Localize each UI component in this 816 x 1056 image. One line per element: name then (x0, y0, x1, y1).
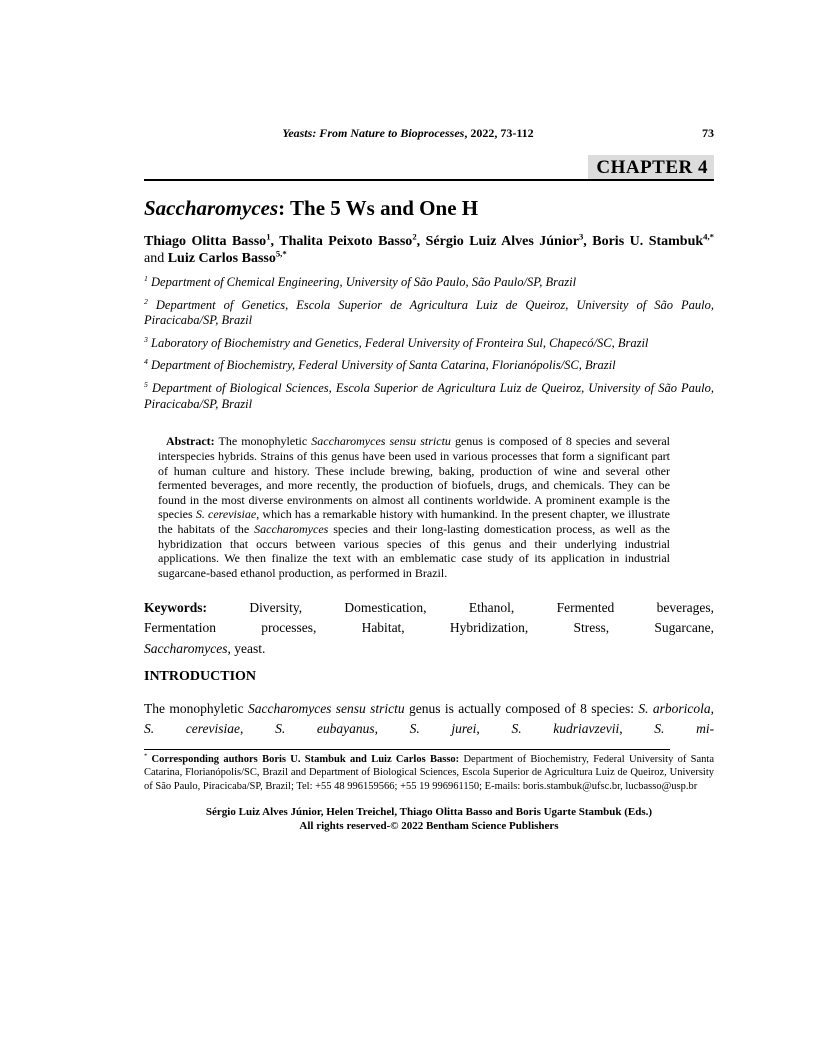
chapter-badge: CHAPTER 4 (588, 155, 714, 179)
abstract-species-2: S. cerevisiae (195, 507, 257, 522)
affiliation-3-sup: 3 (144, 334, 148, 344)
abstract-label: Abstract: (166, 434, 215, 449)
book-citation (282, 126, 533, 140)
keywords-line-2-text: Fermentation processes, Habitat, Hybridization, Stress, Sugarcane, (144, 620, 714, 636)
abstract-species-3: Saccharomyces (254, 522, 329, 537)
intro-species-1: S. arboricola (638, 701, 711, 717)
footnote-separator-rule (144, 749, 670, 750)
copyright-line: All rights reserved-© 2022 Bentham Science Publishers (299, 820, 559, 833)
affiliation-2 (144, 298, 714, 329)
publisher-footer (144, 806, 714, 834)
page-content (144, 0, 714, 834)
abstract-text-3: , which has a remarkable history with humankind. In the present chapter, we illustrate the habitats of the (158, 507, 670, 537)
affiliation-1 (144, 275, 714, 291)
affiliation-4-sup: 4 (144, 357, 148, 367)
intro-species-3: S. eubayanus (275, 721, 375, 737)
abstract-text-2: genus is composed of 8 species and several interspecies hybrids. Strains of this genus have been used in various processes that form a significant part of human culture and history. These include brewing, baking, production of wine and several other fermented beverages, and more recently, the production of biofuels, drugs, and chemicals. They can be found in the most diverse environments on almost all continents worldwide. A prominent example is the species (158, 434, 671, 522)
intro-comma-3: , (374, 721, 410, 737)
book-citation-rest: , 2022, 73-112 (464, 126, 534, 140)
author-3: , Sérgio Luiz Alves Júnior (416, 234, 579, 250)
abstract-species-1: Saccharomyces sensu strictu (311, 434, 451, 449)
affiliation-4-text: Department of Biochemistry, Federal University of Santa Catarina, Florianópolis/SC, Brazil (147, 358, 616, 373)
intro-species-5: S. kudriavzevii (511, 721, 620, 737)
author-2: , Thalita Peixoto Basso (270, 234, 413, 250)
keywords (144, 598, 714, 661)
keywords-line-1 (144, 598, 714, 619)
footnote-bold-text: Corresponding authors Boris U. Stambuk and Luiz Carlos Basso: (147, 754, 460, 766)
affiliations (144, 275, 714, 412)
intro-species-2: S. cerevisiae (144, 721, 241, 737)
keywords-line-3-text: , yeast. (227, 641, 266, 657)
abstract (158, 434, 670, 580)
footnote-text: Department of Biochemistry, Federal University of Santa Catarina, Florianópolis/SC, Brazil and Department of Biological Sciences, Escola Superior de Agricultura Luiz de Queiroz, University of São Paulo, Piracicaba/SP, Brazil; Tel: +55 48 996159566; +55 19 996961150; E-mails: boris.stambuk@ufsc.br, lucbasso@usp.br (144, 754, 715, 792)
affiliation-5-text: Department of Biological Sciences, Escola Superior de Agricultura Luiz de Queiroz, University of São Paulo, Piracicaba/SP, Brazil (144, 381, 714, 411)
keywords-line-1-text: Diversity, Domestication, Ethanol, Fermented beverages, (207, 599, 714, 615)
affiliation-5 (144, 381, 714, 412)
authors-line (144, 231, 714, 268)
abstract-text-1: The monophyletic (214, 434, 312, 449)
corresponding-authors-footnote (144, 753, 714, 793)
introduction-heading: INTRODUCTION (144, 669, 257, 685)
editors-line: Sérgio Luiz Alves Júnior, Helen Treichel, Thiago Olitta Basso and Boris Ugarte Stambuk (Eds.) (205, 806, 653, 819)
affiliation-1-text: Department of Chemical Engineering, University of São Paulo, São Paulo/SP, Brazil (147, 274, 577, 289)
chapter-title-rest: : The 5 Ws and One H (278, 196, 479, 221)
affiliation-3 (144, 336, 714, 352)
chapter-title (144, 196, 714, 220)
abstract-text-4: species and their long-lasting domestication process, as well as the hybridization that occurs between various species of this genus and their underlying industrial applications. We then finalize the text with an emblematic case study of its application in industrial sugarcane-based ethanol production, as performed in Brazil. (158, 522, 670, 580)
chapter-header-rule (144, 155, 714, 181)
intro-text-1: The monophyletic (144, 701, 248, 717)
introduction-paragraph (144, 699, 714, 739)
author-2-sup: 2 (412, 231, 417, 242)
intro-comma-2: , (240, 721, 276, 737)
intro-comma-5: , (619, 721, 655, 737)
author-1-sup: 1 (266, 231, 271, 242)
author-5: Luiz Carlos Basso (167, 251, 276, 267)
footnote-asterisk: * (144, 752, 148, 760)
intro-species-6: S. mi- (654, 721, 715, 737)
book-title: Yeasts: From Nature to Bioprocesses (282, 126, 465, 140)
intro-genus: Saccharomyces sensu strictu (247, 701, 405, 717)
affiliation-1-sup: 1 (144, 273, 148, 283)
intro-species-4: S. jurei (409, 721, 477, 737)
affiliation-2-text: Department of Genetics, Escola Superior de Agricultura Luiz de Queiroz, University of São Paulo, Piracicaba/SP, Brazil (144, 297, 714, 328)
author-4-sup: 4,* (703, 231, 714, 242)
author-3-sup: 3 (578, 231, 584, 242)
author-5-sup: 5,* (275, 248, 287, 259)
running-header (144, 127, 714, 140)
chapter-title-genus: Saccharomyces (144, 196, 279, 221)
keywords-label: Keywords: (144, 599, 207, 615)
keywords-genus: Saccharomyces (144, 641, 228, 657)
keywords-line-2 (144, 618, 714, 639)
affiliation-3-text: Laboratory of Biochemistry and Genetics, Federal University of Fronteira Sul, Chapecó/SC, Brazil (147, 335, 649, 350)
affiliation-5-sup: 5 (144, 379, 148, 389)
intro-comma-1: , (710, 701, 714, 717)
intro-comma-4: , (476, 721, 512, 737)
authors-conjunction: and (144, 251, 168, 267)
page-number: 73 (702, 126, 714, 140)
author-1: Thiago Olitta Basso (144, 234, 267, 250)
affiliation-4 (144, 358, 714, 374)
keywords-line-3 (144, 639, 714, 660)
author-4: , Boris U. Stambuk (583, 234, 704, 250)
intro-text-2: genus is actually composed of 8 species: (404, 701, 639, 717)
affiliation-2-sup: 2 (144, 296, 148, 306)
